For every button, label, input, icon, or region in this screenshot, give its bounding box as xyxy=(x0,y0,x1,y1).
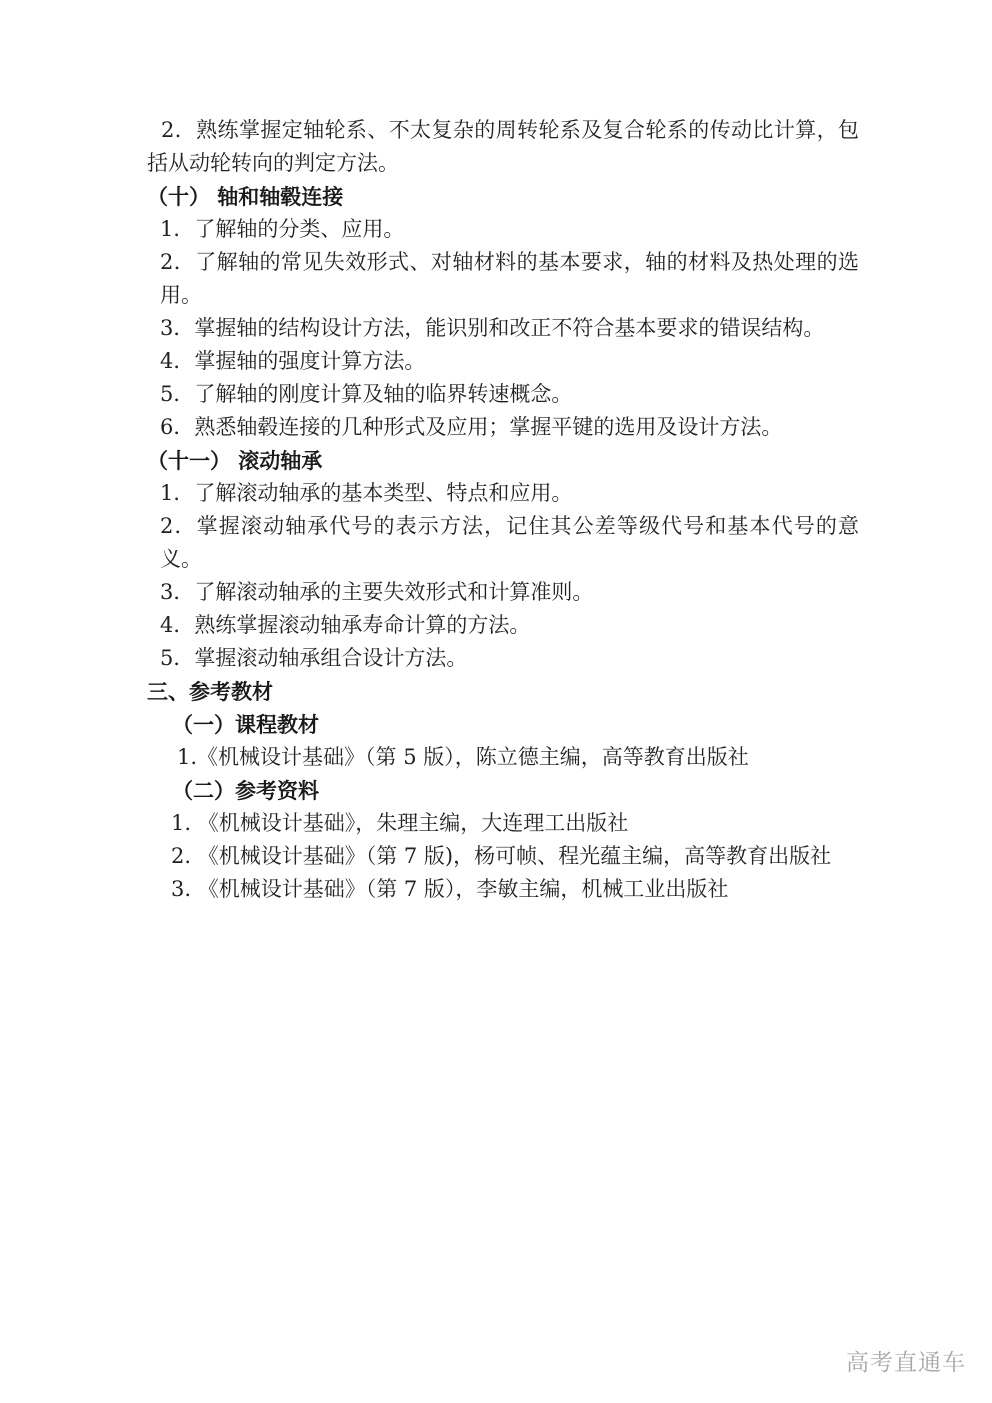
list-item: 5．掌握滚动轴承组合设计方法。 xyxy=(160,646,468,670)
list-item: 6．熟悉轴毂连接的几种形式及应用；掌握平键的选用及设计方法。 xyxy=(160,415,783,439)
reference-item: 3. 《机械设计基础》（第 7 版），李敏主编，机械工业出版社 xyxy=(171,877,729,901)
document-content xyxy=(147,114,859,906)
list-item: 3．了解滚动轴承的主要失效形式和计算准则。 xyxy=(160,580,594,604)
list-item: 5．了解轴的刚度计算及轴的临界转速概念。 xyxy=(160,382,573,406)
section-heading-rolling-bearings: （十一） 滚动轴承 xyxy=(147,448,323,473)
course-textbook-heading: （一）课程教材 xyxy=(172,712,319,737)
list-item: 2．了解轴的常见失效形式、对轴材料的基本要求，轴的材料及热处理的选用。 xyxy=(160,250,859,307)
reference-item: 1. 《机械设计基础》，朱理主编，大连理工出版社 xyxy=(171,811,629,835)
list-item: 4．掌握轴的强度计算方法。 xyxy=(160,349,426,373)
list-item: 4．熟练掌握滚动轴承寿命计算的方法。 xyxy=(160,613,531,637)
section-heading-shaft-hub: （十） 轴和轴毂连接 xyxy=(147,184,344,209)
list-item: 1．了解滚动轴承的基本类型、特点和应用。 xyxy=(160,481,573,505)
reference-item: 1.《机械设计基础》（第 5 版），陈立德主编，高等教育出版社 xyxy=(177,745,749,769)
reference-material-heading: （二）参考资料 xyxy=(172,778,319,803)
intro-paragraph: 2．熟练掌握定轴轮系、不太复杂的周转轮系及复合轮系的传动比计算，包括从动轮转向的判定方法。 xyxy=(147,118,859,175)
watermark: 高考直通车 xyxy=(846,1350,966,1376)
list-item: 2．掌握滚动轴承代号的表示方法，记住其公差等级代号和基本代号的意义。 xyxy=(160,514,859,571)
reference-item: 2. 《机械设计基础》（第 7 版)，杨可帧、程光蕴主编，高等教育出版社 xyxy=(171,844,832,868)
list-item: 3．掌握轴的结构设计方法，能识别和改正不符合基本要求的错误结构。 xyxy=(160,316,825,340)
list-item: 1．了解轴的分类、应用。 xyxy=(160,217,405,241)
references-heading: 三、参考教材 xyxy=(147,679,273,704)
